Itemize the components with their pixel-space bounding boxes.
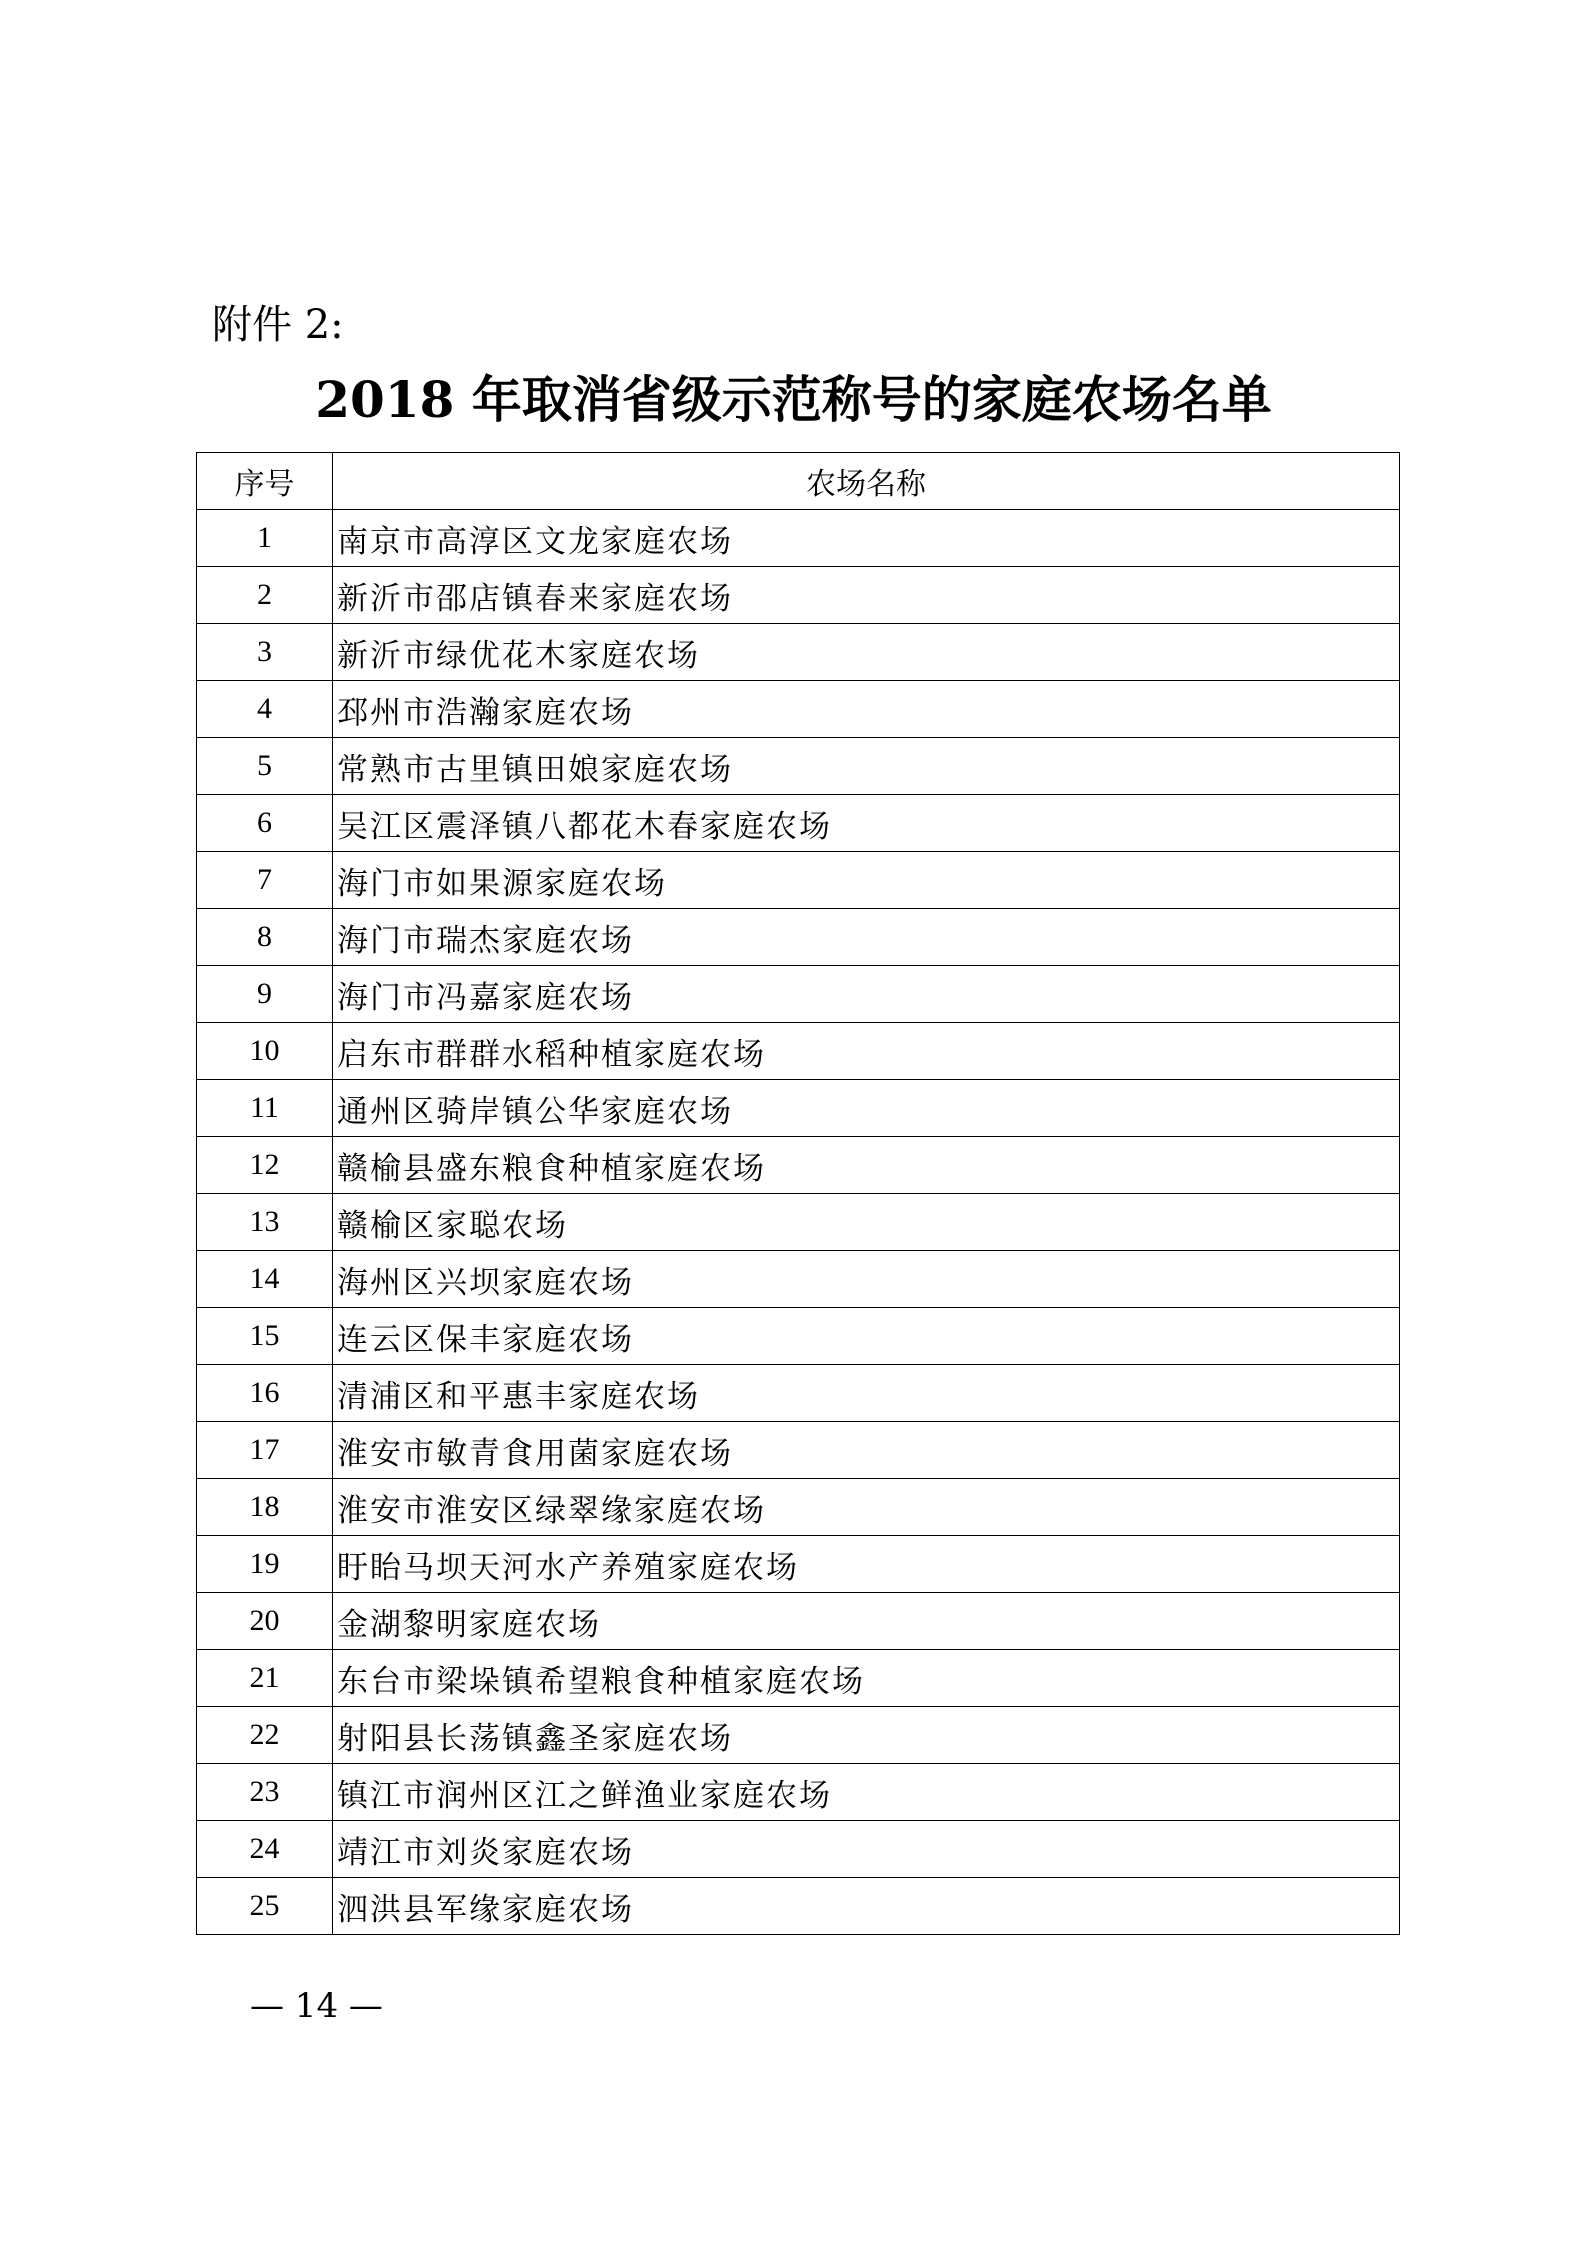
table-row	[197, 1194, 1400, 1251]
serial-number-cell: 3	[197, 624, 333, 681]
farm-name-cell: 新沂市绿优花木家庭农场	[333, 624, 1400, 681]
table-row	[197, 1878, 1400, 1935]
farm-name-cell: 泗洪县军缘家庭农场	[333, 1878, 1400, 1935]
table-row	[197, 1080, 1400, 1137]
farm-name-cell: 启东市群群水稻种植家庭农场	[333, 1023, 1400, 1080]
farm-name-cell: 海州区兴坝家庭农场	[333, 1251, 1400, 1308]
serial-number-cell: 21	[197, 1650, 333, 1707]
serial-number-cell: 13	[197, 1194, 333, 1251]
farm-name-cell: 通州区骑岸镇公华家庭农场	[333, 1080, 1400, 1137]
serial-number-cell: 15	[197, 1308, 333, 1365]
table-row	[197, 738, 1400, 795]
farm-list-table	[196, 452, 1400, 1935]
serial-number-cell: 22	[197, 1707, 333, 1764]
table-row	[197, 624, 1400, 681]
table-row	[197, 852, 1400, 909]
serial-number-cell: 4	[197, 681, 333, 738]
serial-number-cell: 19	[197, 1536, 333, 1593]
farm-name-cell: 清浦区和平惠丰家庭农场	[333, 1365, 1400, 1422]
serial-number-cell: 9	[197, 966, 333, 1023]
serial-number-cell: 2	[197, 567, 333, 624]
serial-number-cell: 8	[197, 909, 333, 966]
farm-name-cell: 镇江市润州区江之鲜渔业家庭农场	[333, 1764, 1400, 1821]
serial-number-cell: 20	[197, 1593, 333, 1650]
farm-name-cell: 盱眙马坝天河水产养殖家庭农场	[333, 1536, 1400, 1593]
farm-name-cell: 吴江区震泽镇八都花木春家庭农场	[333, 795, 1400, 852]
table-row	[197, 1764, 1400, 1821]
farm-name-cell: 海门市瑞杰家庭农场	[333, 909, 1400, 966]
farm-name-cell: 连云区保丰家庭农场	[333, 1308, 1400, 1365]
table-row	[197, 1308, 1400, 1365]
table-row	[197, 1536, 1400, 1593]
serial-number-cell: 7	[197, 852, 333, 909]
table-row	[197, 795, 1400, 852]
table-row	[197, 1479, 1400, 1536]
document-title: 2018 年取消省级示范称号的家庭农场名单	[315, 370, 1272, 429]
farm-name-cell: 金湖黎明家庭农场	[333, 1593, 1400, 1650]
serial-number-cell: 1	[197, 510, 333, 567]
farm-name-cell: 海门市冯嘉家庭农场	[333, 966, 1400, 1023]
table-body	[197, 510, 1400, 1935]
serial-number-cell: 16	[197, 1365, 333, 1422]
farm-name-cell: 射阳县长荡镇鑫圣家庭农场	[333, 1707, 1400, 1764]
serial-number-cell: 11	[197, 1080, 333, 1137]
table-row	[197, 1650, 1400, 1707]
serial-number-cell: 14	[197, 1251, 333, 1308]
farm-name-cell: 常熟市古里镇田娘家庭农场	[333, 738, 1400, 795]
table-row	[197, 966, 1400, 1023]
farm-name-cell: 赣榆县盛东粮食种植家庭农场	[333, 1137, 1400, 1194]
header-farm-name: 农场名称	[333, 453, 1400, 510]
serial-number-cell: 25	[197, 1878, 333, 1935]
table-row	[197, 681, 1400, 738]
farm-name-cell: 靖江市刘炎家庭农场	[333, 1821, 1400, 1878]
serial-number-cell: 10	[197, 1023, 333, 1080]
table-row	[197, 1023, 1400, 1080]
table-row	[197, 1821, 1400, 1878]
farm-name-cell: 海门市如果源家庭农场	[333, 852, 1400, 909]
table-row	[197, 909, 1400, 966]
farm-name-cell: 新沂市邵店镇春来家庭农场	[333, 567, 1400, 624]
table-row	[197, 1593, 1400, 1650]
serial-number-cell: 18	[197, 1479, 333, 1536]
serial-number-cell: 24	[197, 1821, 333, 1878]
table-row	[197, 1365, 1400, 1422]
serial-number-cell: 6	[197, 795, 333, 852]
table-row	[197, 567, 1400, 624]
farm-name-cell: 淮安市敏青食用菌家庭农场	[333, 1422, 1400, 1479]
table-row	[197, 1707, 1400, 1764]
serial-number-cell: 5	[197, 738, 333, 795]
table-header-row	[197, 453, 1400, 510]
attachment-label: 附件 2:	[212, 302, 344, 348]
serial-number-cell: 12	[197, 1137, 333, 1194]
table-row	[197, 1137, 1400, 1194]
farm-name-cell: 东台市梁垛镇希望粮食种植家庭农场	[333, 1650, 1400, 1707]
header-serial-number: 序号	[197, 453, 333, 510]
serial-number-cell: 23	[197, 1764, 333, 1821]
farm-name-cell: 南京市高淳区文龙家庭农场	[333, 510, 1400, 567]
page-number: — 14 —	[250, 1986, 383, 2026]
farm-name-cell: 淮安市淮安区绿翠缘家庭农场	[333, 1479, 1400, 1536]
farm-name-cell: 赣榆区家聪农场	[333, 1194, 1400, 1251]
serial-number-cell: 17	[197, 1422, 333, 1479]
table-row	[197, 1251, 1400, 1308]
table-row	[197, 1422, 1400, 1479]
table-row	[197, 510, 1400, 567]
farm-name-cell: 邳州市浩瀚家庭农场	[333, 681, 1400, 738]
